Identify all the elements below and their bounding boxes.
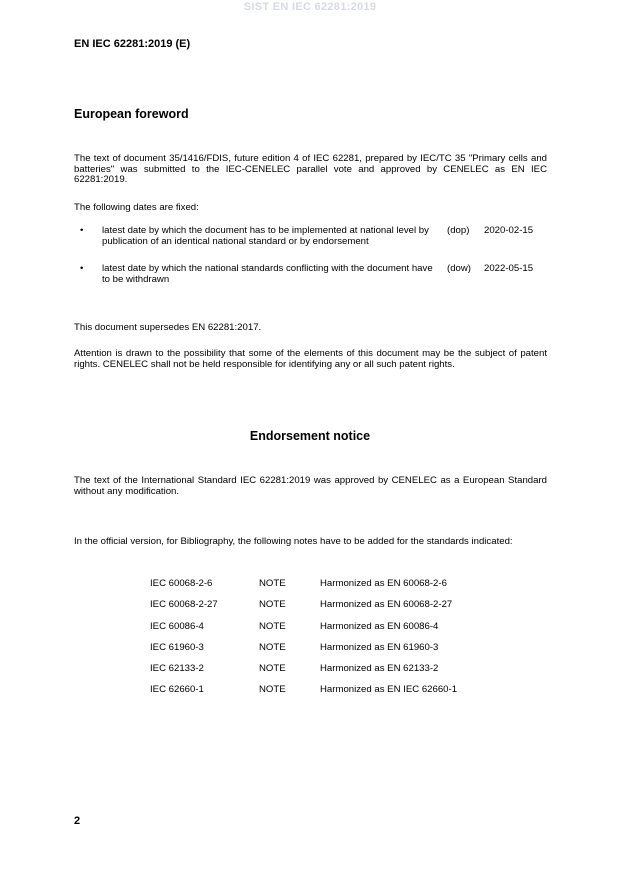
date-item-date: 2020-02-15 [484,225,534,236]
endorsement-approval: The text of the International Standard IEC 62281:2019 was approved by CENELEC as a European Standard without any modification. [74,475,547,497]
bullet-icon: • [80,225,84,236]
note-label: NOTE [259,599,286,611]
note-label: NOTE [259,620,286,632]
foreword-heading: European foreword [74,107,189,121]
note-standard: IEC 61960-3 [150,641,204,653]
date-item-abbr: (dow) [447,263,471,274]
date-item-abbr: (dop) [447,225,470,236]
note-label: NOTE [259,663,286,675]
note-harmonized: Harmonized as EN 62133-2 [320,663,439,675]
note-harmonized: Harmonized as EN IEC 62660-1 [320,684,458,696]
note-standard: IEC 60086-4 [150,620,204,632]
note-standard: IEC 62133-2 [150,663,204,675]
date-item-text: latest date by which the national standards conflicting with the document have to be withdrawn [102,263,433,285]
document-id: EN IEC 62281:2019 (E) [74,38,191,50]
date-item-text: latest date by which the document has to be implemented at national level by publication of an identical national standard or by endorsement [102,225,429,247]
note-label: NOTE [259,684,286,696]
note-harmonized: Harmonized as EN 60068-2-27 [320,599,453,611]
bullet-icon: • [80,263,84,274]
note-standard: IEC 60068-2-6 [150,578,213,589]
note-harmonized: Harmonized as EN 60068-2-6 [320,578,447,589]
foreword-intro: The text of document 35/1416/FDIS, future edition 4 of IEC 62281, prepared by IEC/TC 35 "Primary cells and batteries" was submitted to the IEC-CENELEC parallel vote and approved by CENELEC as EN IEC 62281:2019. [74,153,547,186]
patent-text: Attention is drawn to the possibility that some of the elements of this document may be the subject of patent rights. CENELEC shall not be held responsible for identifying any or all such patent rights. [74,348,547,370]
page-number: 2 [74,815,81,827]
date-item-date: 2022-05-15 [484,263,534,274]
endorsement-heading: Endorsement notice [249,429,371,443]
note-standard: IEC 62660-1 [150,684,204,696]
note-harmonized: Harmonized as EN 61960-3 [320,641,439,653]
note-standard: IEC 60068-2-27 [150,599,218,611]
watermark: SIST EN IEC 62281:2019 [243,1,377,13]
dates-intro: The following dates are fixed: [74,202,199,213]
note-label: NOTE [259,578,286,589]
note-label: NOTE [259,641,286,653]
bibliography-intro: In the official version, for Bibliography, the following notes have to be added for the standards indicated: [74,536,513,547]
note-harmonized: Harmonized as EN 60086-4 [320,620,439,632]
supersedes-text: This document supersedes EN 62281:2017. [74,322,262,333]
